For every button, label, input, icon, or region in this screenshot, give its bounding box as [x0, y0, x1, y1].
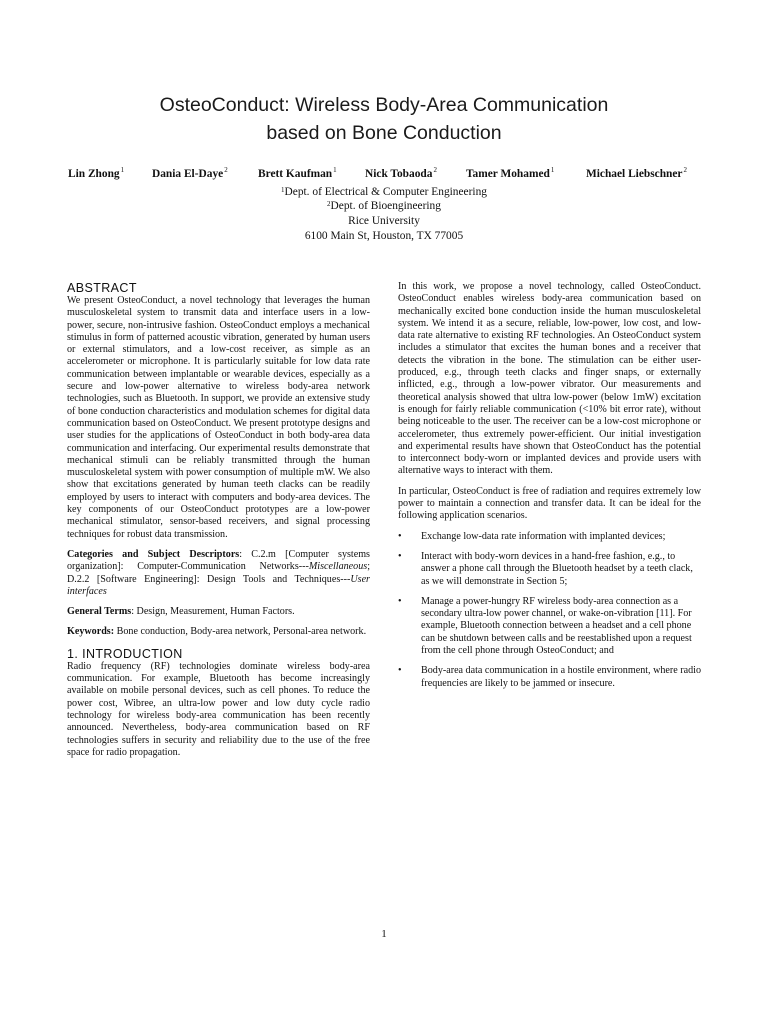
- affiliation-university: Rice University: [348, 215, 420, 227]
- author: Brett Kaufman$^1$: [258, 166, 337, 180]
- page-number: 1: [381, 928, 387, 940]
- list-item: • Interact with body-worn devices in a hand-free fashion, e.g., to answer a phone call through the Bluetooth headset by a teeth clack, as we will demonstrate in Section 5;: [398, 550, 693, 587]
- introduction-heading: 1. INTRODUCTION: [67, 646, 183, 661]
- author: Lin Zhong$^1$: [68, 166, 125, 180]
- author: Tamer Mohamed$^1$: [466, 166, 555, 180]
- abstract-body: We present OsteoConduct, a novel technology that leverages the human musculoskeletal system to transmit data and interface users in a low-power, secure, non-intrusive fashion. OsteoConduct employs a mechanical stimulus in form of patterned acoustic vibration, generated by human users or external stimulators, and a low-cost receiver, as simple as an accelerometer or microphone. It is particularly suitable for low data rate communication between implantable or wearable devices, especially as a secure and low-power alternative to wireless body-area network technologies, such as Bluetooth. In support, we provide an extensive study of bone conduction characteristics and modulation schemes for digital data communication based on OsteoConduct. We present prototype designs and user studies for the applications of OsteoConduct in both body-area data communication and interfacing. Our experimental results demonstrate that mechanical stimuli can be reliably transmitted through the human musculoskeletal system with power consumption of multiple mW. We also show that excitations generated by human teeth clacks can be readily employed by users to interact with computers and body-area devices. The key components of our OsteoConduct prototypes are a low-power mechanical stimulator, sensor-based receivers, and signal processing techniques for robust data transmission.: [67, 295, 370, 540]
- affiliation-dept-2: $^2$Dept. of Bioengineering: [327, 200, 441, 212]
- list-item: • Body-area data communication in a hostile environment, where radio frequencies are likely to be jammed or insecure.: [398, 665, 702, 689]
- general-terms-label: General Terms: [67, 606, 132, 618]
- general-terms-paragraph: General Terms: Design, Measurement, Human Factors.: [67, 606, 295, 618]
- author: Michael Liebschner$^2$: [586, 166, 687, 180]
- intro-paragraph-2: In particular, OsteoConduct is free of radiation and requires extremely low power to maintain a connection and transfer data. It can be ideal for the following application scenarios.: [398, 485, 701, 522]
- bullet-icon: •: [398, 530, 402, 542]
- abstract-heading: ABSTRACT: [67, 281, 137, 295]
- author: Dania El-Daye$^2$: [152, 166, 228, 180]
- author: Nick Tobaoda$^2$: [365, 166, 437, 180]
- bullet-icon: •: [398, 595, 402, 607]
- list-item: • Exchange low-data rate information with implanted devices;: [398, 530, 666, 542]
- right-column: [398, 281, 701, 690]
- keywords-label: Keywords:: [67, 626, 115, 638]
- bullet-icon: •: [398, 550, 402, 562]
- left-column: [67, 281, 370, 759]
- categories-paragraph: Categories and Subject Descriptors: C.2.m [Computer systems organization]: Computer-Communication Networks---Miscellaneous; D.2.2 [Software Engineering]: Design Tools and Techniques---User interfaces: [67, 548, 370, 597]
- keywords-paragraph: Keywords: Bone conduction, Body-area network, Personal-area network.: [67, 626, 367, 638]
- paper-title-line-1: OsteoConduct: Wireless Body-Area Communication: [159, 94, 609, 116]
- paper-title-line-2: based on Bone Conduction: [266, 122, 502, 144]
- categories-label: Categories and Subject Descriptors: [67, 548, 240, 560]
- bullet-icon: •: [398, 665, 402, 677]
- affiliation-address: 6100 Main St, Houston, TX 77005: [304, 230, 464, 242]
- introduction-body: Radio frequency (RF) technologies dominate wireless body-area communication. For example, Bluetooth has become increasingly available on mobile personal devices, such as cell phones. To reduce the power cost, Wibree, an ultra-low power and low duty cycle radio technology for wireless body-area communication has been recently announced. Nevertheless, body-area communication based on RF technologies suffers in security and reliability due to the use of the free space for radio propagation.: [67, 660, 370, 758]
- affiliation-dept-1: $^1$Dept. of Electrical & Computer Engineering: [281, 186, 487, 198]
- list-item: • Manage a power-hungry RF wireless body-area connection as a secondary ultra-low power channel, or wake-on-vibration [11]. For example, Bluetooth connection between a headset and a cell phone can be shutdown between calls and be reestablished upon a request from the cell phone through OsteoConduct; and: [398, 595, 692, 657]
- intro-paragraph-1: In this work, we propose a novel technology, called OsteoConduct. OsteoConduct enables wireless body-area communication based on mechanically excited bone conduction inside the human musculoskeletal system. We intend it as a secure, reliable, low-power, low cost, and low-data rate alternative to existing RF technologies. An OsteoConduct system includes a stimulator that excites the human bones and a receiver that detects the vibration in the bone. The stimulation can be either user-produced, e.g., through teeth clacks and finger snaps, or externally inflicted, e.g., through a low-power vibrator. Our measurements and theoretical analysis showed that ultra low-power (below 1mW) excitation is enough for fairly reliable communication (<10% bit error rate), without being noticeable to the user. The receiver can be a low-cost microphone or accelerometer, thus extremely power-efficient. Our initial investigation and experimental results have shown that OsteoConduct has the potential to interconnect body-worn or implanted devices and provide users with alternative ways to interact with them.: [398, 281, 701, 477]
